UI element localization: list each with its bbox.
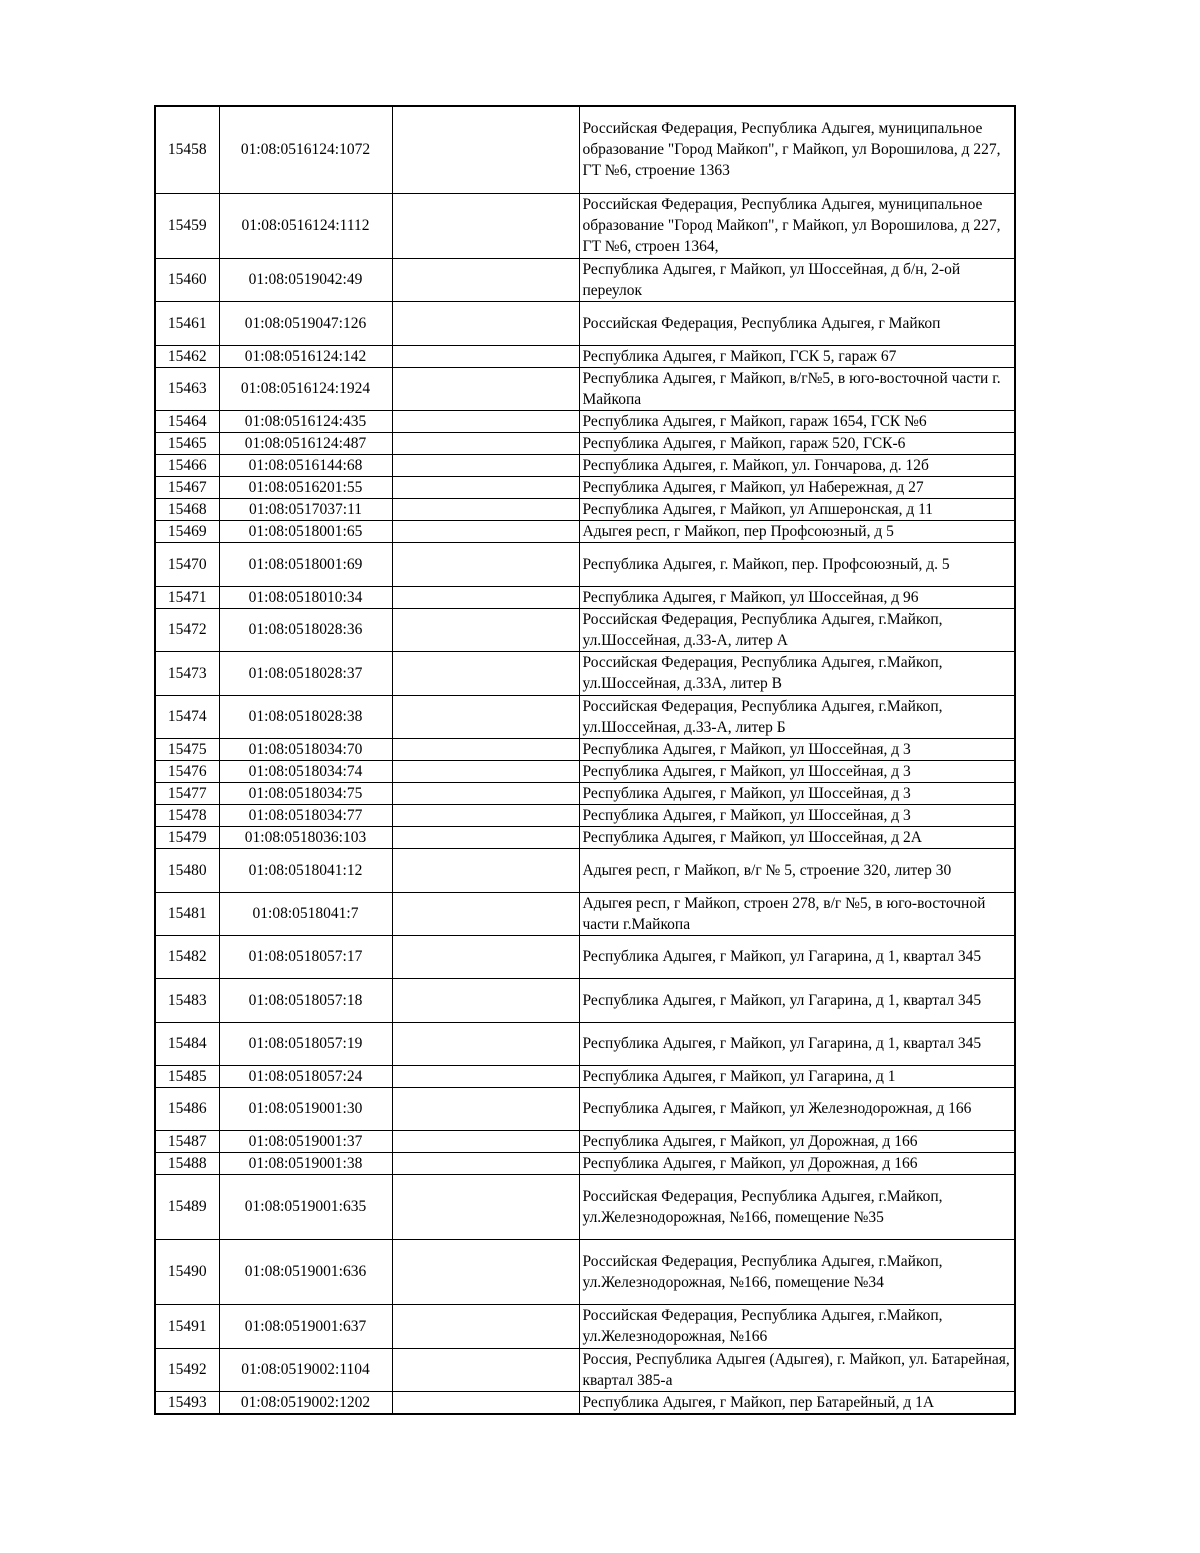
address: Республика Адыгея, г Майкоп, гараж 520, ГСК-6 [579,432,1015,454]
address: Республика Адыгея, г Майкоп, ул Шоссейная, д 2А [579,826,1015,848]
row-number: 15465 [155,432,219,454]
empty-cell [392,892,579,935]
row-number: 15475 [155,738,219,760]
row-number: 15473 [155,651,219,695]
table-row [155,804,1015,826]
table-row [155,695,1015,738]
address: Республика Адыгея, г Майкоп, ул Железнодорожная, д 166 [579,1087,1015,1130]
cadastral-number: 01:08:0518001:69 [219,542,392,586]
address: Российская Федерация, Республика Адыгея, муниципальное образование "Город Майкоп", г Майкоп, ул Ворошилова, д 227, ГТ №6, строение 1363 [579,106,1015,193]
cadastral-number: 01:08:0518057:18 [219,978,392,1022]
table-row [155,782,1015,804]
empty-cell [392,935,579,978]
table-row [155,826,1015,848]
address: Республика Адыгея, г Майкоп, в/г№5, в юго-восточной части г. Майкопа [579,367,1015,410]
row-number: 15459 [155,193,219,258]
cadastral-number: 01:08:0516124:1924 [219,367,392,410]
address: Республика Адыгея, г Майкоп, ул Шоссейная, д 3 [579,738,1015,760]
cadastral-number: 01:08:0518028:36 [219,608,392,651]
row-number: 15492 [155,1348,219,1391]
empty-cell [392,367,579,410]
row-number: 15458 [155,106,219,193]
row-number: 15482 [155,935,219,978]
empty-cell [392,1304,579,1348]
cadastral-number: 01:08:0518041:7 [219,892,392,935]
empty-cell [392,410,579,432]
empty-cell [392,1130,579,1152]
cadastral-number: 01:08:0519002:1104 [219,1348,392,1391]
table-row [155,1087,1015,1130]
cadastral-number: 01:08:0516124:435 [219,410,392,432]
table-row [155,738,1015,760]
row-number: 15470 [155,542,219,586]
row-number: 15467 [155,476,219,498]
cadastral-number: 01:08:0518036:103 [219,826,392,848]
table-row [155,1152,1015,1174]
address: Республика Адыгея, г Майкоп, гараж 1654, ГСК №6 [579,410,1015,432]
row-number: 15461 [155,301,219,345]
empty-cell [392,193,579,258]
cadastral-number: 01:08:0518034:74 [219,760,392,782]
cadastral-number: 01:08:0518057:19 [219,1022,392,1065]
cadastral-number: 01:08:0519001:37 [219,1130,392,1152]
row-number: 15487 [155,1130,219,1152]
cadastral-number: 01:08:0518034:77 [219,804,392,826]
row-number: 15476 [155,760,219,782]
empty-cell [392,1022,579,1065]
address: Адыгея респ, г Майкоп, пер Профсоюзный, д 5 [579,520,1015,542]
row-number: 15490 [155,1239,219,1304]
table-row [155,520,1015,542]
row-number: 15489 [155,1174,219,1239]
address: Российская Федерация, Республика Адыгея, г.Майкоп, ул.Железнодорожная, №166 [579,1304,1015,1348]
table-row [155,1130,1015,1152]
address: Республика Адыгея, г Майкоп, ул Шоссейная, д 3 [579,760,1015,782]
empty-cell [392,608,579,651]
row-number: 15469 [155,520,219,542]
address: Республика Адыгея, г Майкоп, ул Апшеронская, д 11 [579,498,1015,520]
table-row [155,1174,1015,1239]
empty-cell [392,542,579,586]
address: Российская Федерация, Республика Адыгея, г.Майкоп, ул.Шоссейная, д.33А, литер В [579,651,1015,695]
row-number: 15463 [155,367,219,410]
cadastral-number: 01:08:0519002:1202 [219,1391,392,1414]
empty-cell [392,695,579,738]
table-row [155,1239,1015,1304]
empty-cell [392,760,579,782]
cadastral-number: 01:08:0518001:65 [219,520,392,542]
table-row [155,345,1015,367]
table-row [155,1391,1015,1414]
address: Республика Адыгея, г Майкоп, ГСК 5, гараж 67 [579,345,1015,367]
address: Республика Адыгея, г Майкоп, ул Дорожная, д 166 [579,1130,1015,1152]
address: Российская Федерация, Республика Адыгея, г.Майкоп, ул.Железнодорожная, №166, помещение №35 [579,1174,1015,1239]
table-row [155,367,1015,410]
cadastral-number: 01:08:0518041:12 [219,848,392,892]
empty-cell [392,1391,579,1414]
row-number: 15481 [155,892,219,935]
table-row [155,410,1015,432]
table-row [155,892,1015,935]
empty-cell [392,106,579,193]
empty-cell [392,301,579,345]
address: Адыгея респ, г Майкоп, в/г № 5, строение 320, литер 30 [579,848,1015,892]
table-row [155,978,1015,1022]
address: Россия, Республика Адыгея (Адыгея), г. Майкоп, ул. Батарейная, квартал 385-а [579,1348,1015,1391]
empty-cell [392,1065,579,1087]
registry-table [154,105,1016,1415]
cadastral-number: 01:08:0519001:636 [219,1239,392,1304]
address: Российская Федерация, Республика Адыгея, г.Майкоп, ул.Шоссейная, д.33-А, литер А [579,608,1015,651]
cadastral-number: 01:08:0519047:126 [219,301,392,345]
cadastral-number: 01:08:0518057:17 [219,935,392,978]
address: Республика Адыгея, г Майкоп, ул Шоссейная, д б/н, 2-ой переулок [579,258,1015,301]
address: Республика Адыгея, г Майкоп, ул Гагарина, д 1, квартал 345 [579,978,1015,1022]
empty-cell [392,826,579,848]
empty-cell [392,520,579,542]
cadastral-number: 01:08:0517037:11 [219,498,392,520]
address: Республика Адыгея, г Майкоп, ул Шоссейная, д 96 [579,586,1015,608]
table-row [155,432,1015,454]
cadastral-number: 01:08:0516144:68 [219,454,392,476]
address: Республика Адыгея, г Майкоп, ул Шоссейная, д 3 [579,804,1015,826]
empty-cell [392,454,579,476]
cadastral-number: 01:08:0516124:1072 [219,106,392,193]
table-row [155,1304,1015,1348]
registry-body [155,106,1015,1414]
row-number: 15472 [155,608,219,651]
table-row [155,848,1015,892]
empty-cell [392,782,579,804]
address: Республика Адыгея, г. Майкоп, пер. Профсоюзный, д. 5 [579,542,1015,586]
row-number: 15484 [155,1022,219,1065]
table-row [155,651,1015,695]
row-number: 15485 [155,1065,219,1087]
cadastral-number: 01:08:0518034:75 [219,782,392,804]
row-number: 15474 [155,695,219,738]
empty-cell [392,432,579,454]
table-row [155,1348,1015,1391]
address: Адыгея респ, г Майкоп, строен 278, в/г №5, в юго-восточной части г.Майкопа [579,892,1015,935]
table-row [155,935,1015,978]
cadastral-number: 01:08:0518010:34 [219,586,392,608]
row-number: 15464 [155,410,219,432]
cadastral-number: 01:08:0516201:55 [219,476,392,498]
row-number: 15466 [155,454,219,476]
empty-cell [392,651,579,695]
row-number: 15468 [155,498,219,520]
empty-cell [392,848,579,892]
empty-cell [392,1152,579,1174]
empty-cell [392,345,579,367]
table-row [155,608,1015,651]
empty-cell [392,804,579,826]
cadastral-number: 01:08:0519001:30 [219,1087,392,1130]
cadastral-number: 01:08:0518057:24 [219,1065,392,1087]
row-number: 15462 [155,345,219,367]
address: Российская Федерация, Республика Адыгея, г Майкоп [579,301,1015,345]
table-row [155,476,1015,498]
address: Российская Федерация, Республика Адыгея, г.Майкоп, ул.Железнодорожная, №166, помещение №34 [579,1239,1015,1304]
empty-cell [392,498,579,520]
row-number: 15477 [155,782,219,804]
empty-cell [392,1348,579,1391]
empty-cell [392,258,579,301]
table-row [155,454,1015,476]
empty-cell [392,1174,579,1239]
table-row [155,542,1015,586]
empty-cell [392,978,579,1022]
row-number: 15491 [155,1304,219,1348]
empty-cell [392,1239,579,1304]
cadastral-number: 01:08:0518034:70 [219,738,392,760]
table-row [155,1065,1015,1087]
empty-cell [392,476,579,498]
address: Республика Адыгея, г Майкоп, ул Гагарина, д 1, квартал 345 [579,1022,1015,1065]
table-row [155,193,1015,258]
cadastral-number: 01:08:0516124:142 [219,345,392,367]
row-number: 15478 [155,804,219,826]
cadastral-number: 01:08:0519042:49 [219,258,392,301]
row-number: 15460 [155,258,219,301]
empty-cell [392,738,579,760]
row-number: 15488 [155,1152,219,1174]
cadastral-number: 01:08:0516124:487 [219,432,392,454]
address: Республика Адыгея, г. Майкоп, ул. Гончарова, д. 12б [579,454,1015,476]
table-row [155,498,1015,520]
cadastral-number: 01:08:0519001:637 [219,1304,392,1348]
address: Республика Адыгея, г Майкоп, ул Гагарина, д 1 [579,1065,1015,1087]
row-number: 15480 [155,848,219,892]
row-number: 15486 [155,1087,219,1130]
address: Республика Адыгея, г Майкоп, ул Дорожная, д 166 [579,1152,1015,1174]
row-number: 15493 [155,1391,219,1414]
row-number: 15483 [155,978,219,1022]
address: Российская Федерация, Республика Адыгея, муниципальное образование "Город Майкоп", г Майкоп, ул Ворошилова, д 227, ГТ №6, строен 1364, [579,193,1015,258]
cadastral-number: 01:08:0518028:38 [219,695,392,738]
table-row [155,258,1015,301]
table-row [155,106,1015,193]
table-row [155,1022,1015,1065]
row-number: 15479 [155,826,219,848]
table-row [155,301,1015,345]
row-number: 15471 [155,586,219,608]
address: Российская Федерация, Республика Адыгея, г.Майкоп, ул.Шоссейная, д.33-А, литер Б [579,695,1015,738]
address: Республика Адыгея, г Майкоп, пер Батарейный, д 1А [579,1391,1015,1414]
cadastral-number: 01:08:0516124:1112 [219,193,392,258]
empty-cell [392,1087,579,1130]
cadastral-number: 01:08:0519001:635 [219,1174,392,1239]
address: Республика Адыгея, г Майкоп, ул Шоссейная, д 3 [579,782,1015,804]
address: Республика Адыгея, г Майкоп, ул Набережная, д 27 [579,476,1015,498]
address: Республика Адыгея, г Майкоп, ул Гагарина, д 1, квартал 345 [579,935,1015,978]
cadastral-number: 01:08:0519001:38 [219,1152,392,1174]
empty-cell [392,586,579,608]
table-row [155,586,1015,608]
table-row [155,760,1015,782]
cadastral-number: 01:08:0518028:37 [219,651,392,695]
